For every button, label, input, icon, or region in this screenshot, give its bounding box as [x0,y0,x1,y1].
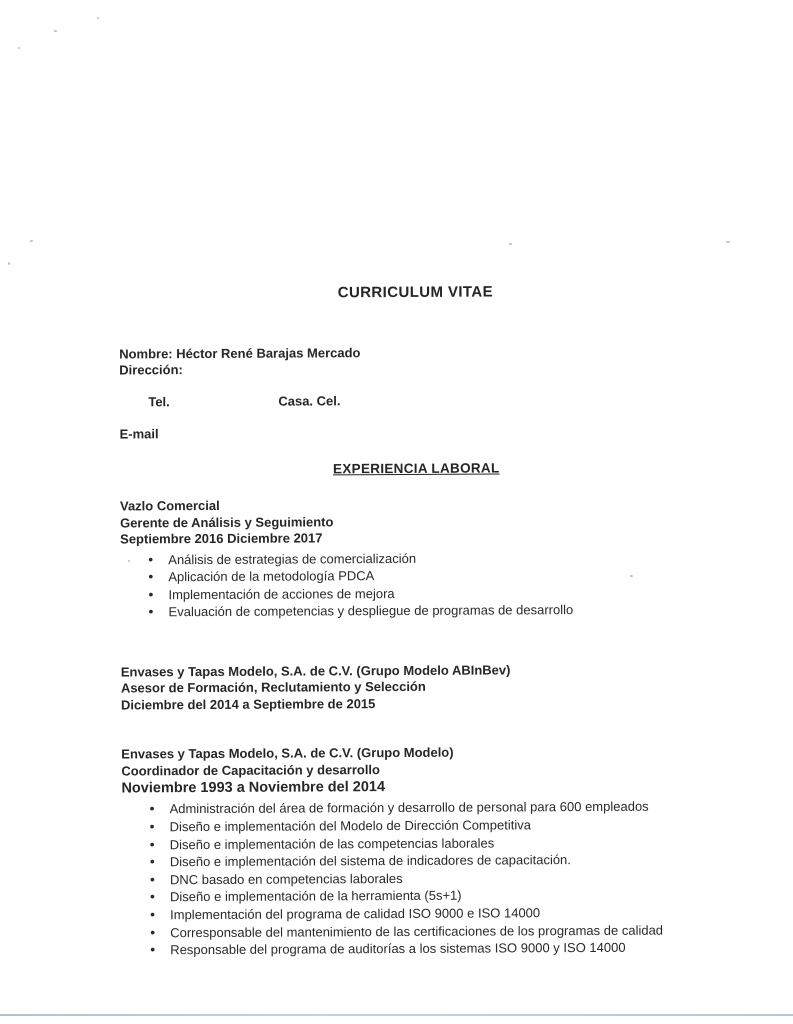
section-heading-experiencia: EXPERIENCIA LABORAL [332,460,500,477]
job-role: Asesor de Formación, Reclutamiento y Selección [120,679,426,696]
job-entry-envases-coordinador [121,744,715,959]
job-period: Noviembre 1993 a Noviembre del 2014 [121,779,386,797]
job-entry-envases-asesor [121,661,714,714]
bullet-item: • Diseño e implementación del sistema de indicadores de capacitación. [150,850,715,871]
email-line: E-mail [119,426,159,442]
job-bullets [122,798,716,959]
scan-edge-artifact [0,1014,793,1016]
bullet-item: • Administración del área de formación y desarrollo de personal para 600 empleados [150,798,715,819]
bullet-item: • DNC basado en competencias laborales [150,868,715,889]
casa-cel-label: Casa. Cel. [278,393,341,409]
bullet-item: • Análisis de estrategias de comercialización [148,548,713,569]
job-period: Septiembre 2016 Diciembre 2017 [120,530,323,547]
job-company: Envases y Tapas Modelo, S.A. de C.V. (Grupo Modelo) [121,745,454,762]
bullet-item: • Diseño e implementación de la herramienta (5s+1) [150,886,715,907]
job-company: Envases y Tapas Modelo, S.A. de C.V. (Grupo Modelo ABInBev) [120,662,511,680]
bullet-item: • Implementación de acciones de mejora [148,583,713,604]
bullet-item: • Implementación del programa de calidad ISO 9000 e ISO 14000 [150,903,715,924]
job-company: Vazlo Comercial [119,497,220,514]
job-bullets [120,548,713,621]
personal-info [119,343,712,442]
bullet-item: • Aplicación de la metodología PDCA [148,565,713,586]
job-period: Diciembre del 2014 a Septiembre de 2015 [120,695,376,713]
job-role: Coordinador de Capacitación y desarrollo [121,761,381,779]
phone-line [119,375,712,426]
bullet-item: • Evaluación de competencias y despliegue de programas de desarrollo [148,601,713,622]
address-line: Dirección: [119,362,183,378]
name-line: Nombre: Héctor René Barajas Mercado [119,345,361,362]
bullet-item: • Responsable del programa de auditorías a los sistemas ISO 9000 y ISO 14000 [150,938,715,959]
bullet-item: • Diseño e implementación del Modelo de Dirección Competitiva [150,815,715,836]
job-role: Gerente de Análisis y Seguimiento [120,513,334,530]
tel-label: Tel. [148,394,170,410]
job-entry-vazlo [120,495,714,621]
page-title: CURRICULUM VITAE [337,283,494,302]
bullet-item: • Diseño e implementación de las competencias laborales [150,833,715,854]
bullet-item: • Corresponsable del mantenimiento de las certificaciones de los programas de calidad [150,921,715,942]
